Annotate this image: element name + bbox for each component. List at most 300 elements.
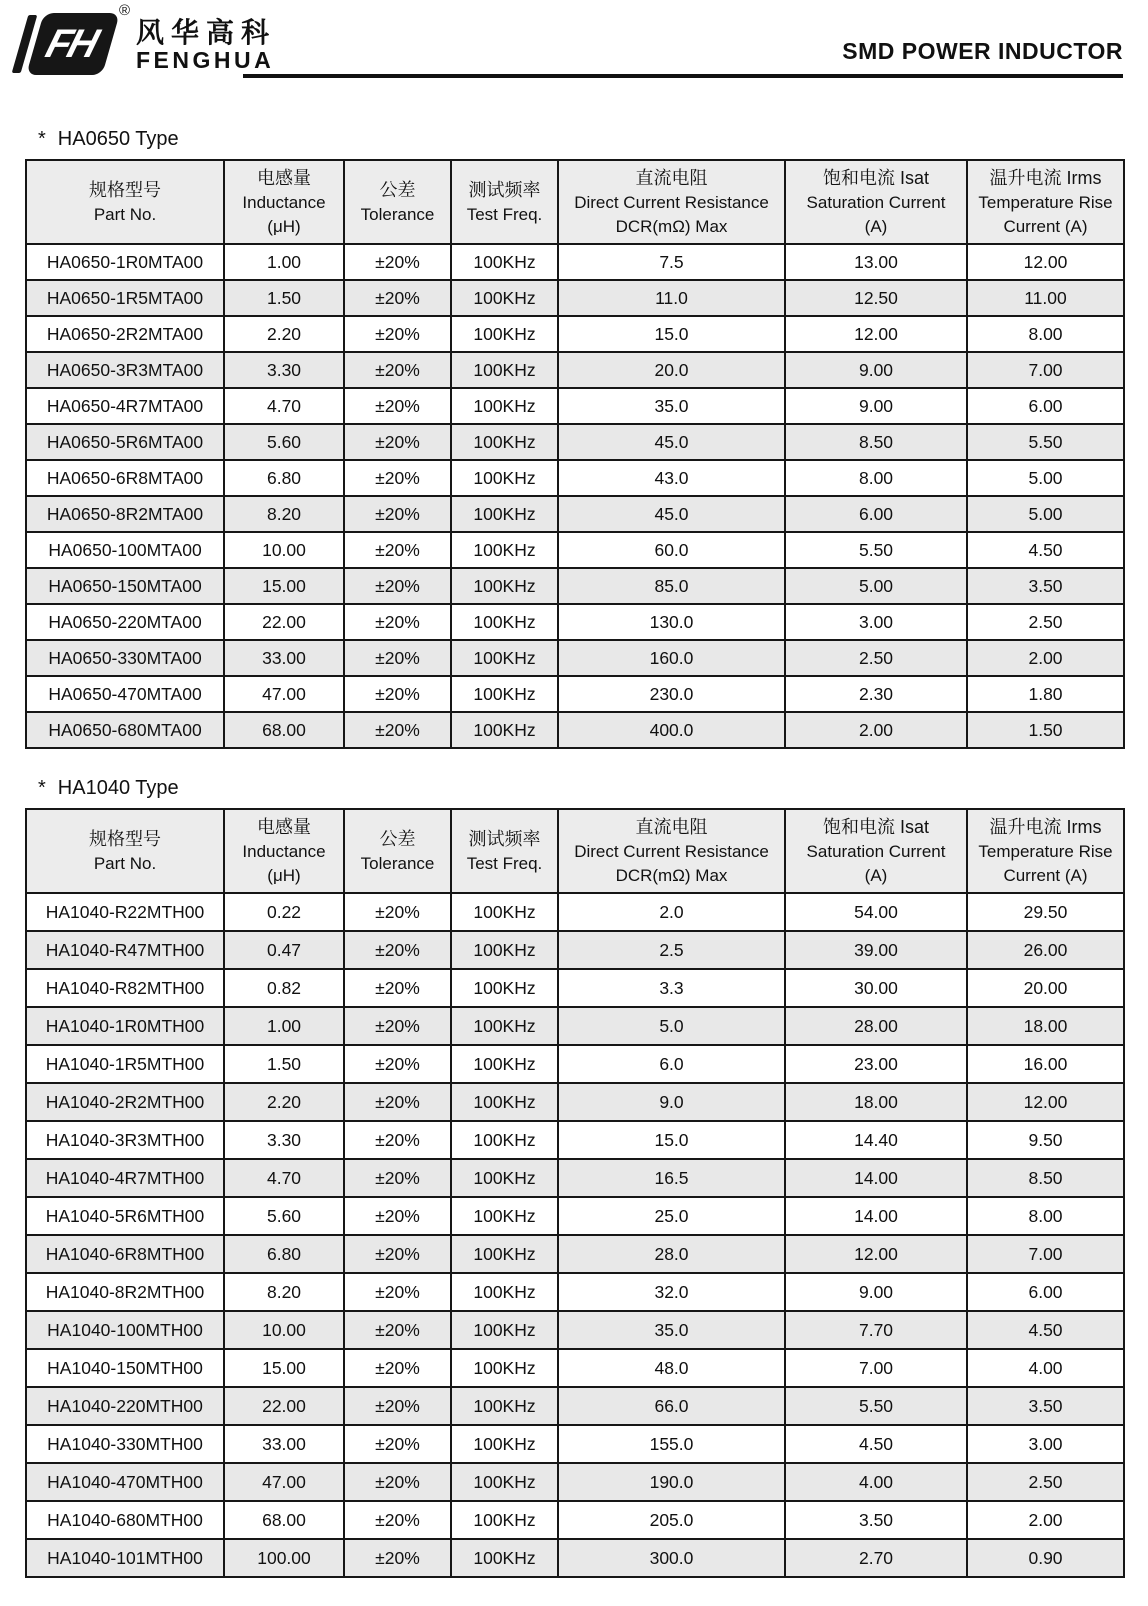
cell-temperature-rise-current: 4.50	[967, 1311, 1124, 1349]
cell-test-freq: 100KHz	[451, 1349, 558, 1387]
column-header-line: 饱和电流 Isat	[822, 816, 929, 837]
cell-tolerance: ±20%	[344, 1311, 451, 1349]
cell-test-freq: 100KHz	[451, 568, 558, 604]
cell-tolerance: ±20%	[344, 1197, 451, 1235]
section-title-marker: *	[38, 777, 46, 799]
column-header-line: Current (A)	[1003, 865, 1088, 885]
cell-dcr: 45.0	[558, 424, 785, 460]
cell-tolerance: ±20%	[344, 893, 451, 931]
table-row	[26, 352, 1124, 388]
cell-test-freq: 100KHz	[451, 1235, 558, 1273]
cell-saturation-current: 5.50	[785, 532, 967, 568]
cell-part-no: HA1040-8R2MTH00	[26, 1273, 224, 1311]
cell-tolerance: ±20%	[344, 1539, 451, 1577]
cell-dcr: 35.0	[558, 388, 785, 424]
cell-saturation-current: 30.00	[785, 969, 967, 1007]
cell-inductance: 33.00	[224, 640, 344, 676]
document-title: SMD POWER INDUCTOR	[842, 38, 1123, 64]
cell-temperature-rise-current: 0.90	[967, 1539, 1124, 1577]
cell-temperature-rise-current: 2.00	[967, 1501, 1124, 1539]
cell-part-no: HA1040-R47MTH00	[26, 931, 224, 969]
cell-saturation-current: 23.00	[785, 1045, 967, 1083]
cell-test-freq: 100KHz	[451, 1159, 558, 1197]
cell-tolerance: ±20%	[344, 1083, 451, 1121]
column-header-line: Current (A)	[1003, 216, 1088, 236]
column-header-line: Tolerance	[360, 204, 435, 224]
cell-part-no: HA1040-100MTH00	[26, 1311, 224, 1349]
column-header-temperature-rise-current	[967, 160, 1124, 244]
table-row	[26, 969, 1124, 1007]
table-row	[26, 1273, 1124, 1311]
column-header-line: 规格型号	[89, 179, 161, 200]
cell-saturation-current: 2.70	[785, 1539, 967, 1577]
cell-tolerance: ±20%	[344, 496, 451, 532]
cell-temperature-rise-current: 16.00	[967, 1045, 1124, 1083]
table-row	[26, 424, 1124, 460]
cell-temperature-rise-current: 7.00	[967, 1235, 1124, 1273]
cell-tolerance: ±20%	[344, 1235, 451, 1273]
cell-tolerance: ±20%	[344, 1349, 451, 1387]
cell-tolerance: ±20%	[344, 424, 451, 460]
cell-test-freq: 100KHz	[451, 712, 558, 748]
cell-dcr: 300.0	[558, 1539, 785, 1577]
cell-part-no: HA1040-3R3MTH00	[26, 1121, 224, 1159]
cell-part-no: HA0650-680MTA00	[26, 712, 224, 748]
cell-tolerance: ±20%	[344, 1273, 451, 1311]
cell-dcr: 85.0	[558, 568, 785, 604]
cell-saturation-current: 8.50	[785, 424, 967, 460]
column-header-line: Part No.	[93, 853, 157, 873]
fenghua-logo-icon	[18, 2, 130, 78]
cell-saturation-current: 3.00	[785, 604, 967, 640]
cell-temperature-rise-current: 2.00	[967, 640, 1124, 676]
column-header-line: DCR(mΩ) Max	[615, 216, 728, 236]
column-header-part-no	[26, 160, 224, 244]
cell-inductance: 33.00	[224, 1425, 344, 1463]
cell-inductance: 15.00	[224, 1349, 344, 1387]
column-header-line: (A)	[864, 216, 888, 236]
cell-test-freq: 100KHz	[451, 1273, 558, 1311]
table-row	[26, 1083, 1124, 1121]
cell-tolerance: ±20%	[344, 1425, 451, 1463]
cell-dcr: 190.0	[558, 1463, 785, 1501]
brand-name-chinese: 风华高科	[136, 17, 277, 48]
cell-saturation-current: 2.50	[785, 640, 967, 676]
cell-test-freq: 100KHz	[451, 931, 558, 969]
cell-test-freq: 100KHz	[451, 460, 558, 496]
cell-dcr: 130.0	[558, 604, 785, 640]
column-header-saturation-current	[785, 160, 967, 244]
table-row	[26, 676, 1124, 712]
cell-part-no: HA1040-330MTH00	[26, 1425, 224, 1463]
cell-dcr: 43.0	[558, 460, 785, 496]
column-header-line: 直流电阻	[635, 167, 708, 188]
cell-dcr: 155.0	[558, 1425, 785, 1463]
cell-test-freq: 100KHz	[451, 1311, 558, 1349]
section-title-marker: *	[38, 128, 46, 150]
column-header-line: Direct Current Resistance	[574, 841, 769, 861]
cell-part-no: HA1040-101MTH00	[26, 1539, 224, 1577]
cell-dcr: 25.0	[558, 1197, 785, 1235]
cell-dcr: 5.0	[558, 1007, 785, 1045]
cell-test-freq: 100KHz	[451, 676, 558, 712]
cell-test-freq: 100KHz	[451, 352, 558, 388]
cell-temperature-rise-current: 11.00	[967, 280, 1124, 316]
cell-inductance: 47.00	[224, 1463, 344, 1501]
cell-temperature-rise-current: 3.50	[967, 568, 1124, 604]
cell-temperature-rise-current: 29.50	[967, 893, 1124, 931]
cell-inductance: 10.00	[224, 532, 344, 568]
column-header-line: 饱和电流 Isat	[822, 167, 929, 188]
cell-test-freq: 100KHz	[451, 969, 558, 1007]
cell-test-freq: 100KHz	[451, 1387, 558, 1425]
column-header-line: (A)	[864, 865, 888, 885]
cell-tolerance: ±20%	[344, 1045, 451, 1083]
table-row	[26, 532, 1124, 568]
column-header-line: Tolerance	[360, 853, 435, 873]
cell-test-freq: 100KHz	[451, 280, 558, 316]
cell-saturation-current: 12.00	[785, 316, 967, 352]
logo-mark-text: FH	[41, 21, 102, 66]
cell-tolerance: ±20%	[344, 1387, 451, 1425]
column-header-saturation-current	[785, 809, 967, 893]
cell-dcr: 28.0	[558, 1235, 785, 1273]
cell-test-freq: 100KHz	[451, 1045, 558, 1083]
table-row	[26, 244, 1124, 280]
cell-test-freq: 100KHz	[451, 424, 558, 460]
cell-test-freq: 100KHz	[451, 1007, 558, 1045]
cell-inductance: 1.50	[224, 280, 344, 316]
cell-part-no: HA1040-680MTH00	[26, 1501, 224, 1539]
cell-inductance: 1.00	[224, 1007, 344, 1045]
cell-saturation-current: 54.00	[785, 893, 967, 931]
cell-inductance: 6.80	[224, 460, 344, 496]
cell-temperature-rise-current: 5.00	[967, 496, 1124, 532]
cell-part-no: HA0650-3R3MTA00	[26, 352, 224, 388]
cell-temperature-rise-current: 26.00	[967, 931, 1124, 969]
cell-saturation-current: 39.00	[785, 931, 967, 969]
cell-temperature-rise-current: 6.00	[967, 1273, 1124, 1311]
column-header-line: (μH)	[267, 216, 301, 236]
cell-inductance: 6.80	[224, 1235, 344, 1273]
cell-saturation-current: 2.30	[785, 676, 967, 712]
cell-test-freq: 100KHz	[451, 496, 558, 532]
cell-test-freq: 100KHz	[451, 604, 558, 640]
cell-saturation-current: 7.00	[785, 1349, 967, 1387]
cell-inductance: 1.50	[224, 1045, 344, 1083]
cell-tolerance: ±20%	[344, 640, 451, 676]
cell-tolerance: ±20%	[344, 676, 451, 712]
cell-inductance: 22.00	[224, 604, 344, 640]
cell-temperature-rise-current: 12.00	[967, 244, 1124, 280]
column-header-line: 直流电阻	[635, 816, 708, 837]
cell-saturation-current: 5.00	[785, 568, 967, 604]
cell-part-no: HA0650-2R2MTA00	[26, 316, 224, 352]
table-row	[26, 1007, 1124, 1045]
table-row	[26, 893, 1124, 931]
cell-dcr: 230.0	[558, 676, 785, 712]
brand-logo	[18, 2, 277, 78]
cell-saturation-current: 9.00	[785, 1273, 967, 1311]
cell-tolerance: ±20%	[344, 1159, 451, 1197]
cell-temperature-rise-current: 4.50	[967, 532, 1124, 568]
cell-dcr: 2.5	[558, 931, 785, 969]
table-row	[26, 1235, 1124, 1273]
cell-saturation-current: 2.00	[785, 712, 967, 748]
cell-inductance: 2.20	[224, 316, 344, 352]
cell-tolerance: ±20%	[344, 969, 451, 1007]
table-row	[26, 604, 1124, 640]
cell-inductance: 10.00	[224, 1311, 344, 1349]
column-header-part-no	[26, 809, 224, 893]
cell-temperature-rise-current: 8.00	[967, 1197, 1124, 1235]
cell-part-no: HA0650-150MTA00	[26, 568, 224, 604]
cell-inductance: 68.00	[224, 712, 344, 748]
cell-temperature-rise-current: 6.00	[967, 388, 1124, 424]
column-header-line: (μH)	[267, 865, 301, 885]
table-row	[26, 1159, 1124, 1197]
column-header-line: 电感量	[257, 167, 311, 188]
logo-mark-body	[26, 13, 120, 75]
cell-tolerance: ±20%	[344, 460, 451, 496]
cell-test-freq: 100KHz	[451, 1083, 558, 1121]
cell-temperature-rise-current: 4.00	[967, 1349, 1124, 1387]
cell-part-no: HA1040-6R8MTH00	[26, 1235, 224, 1273]
cell-saturation-current: 12.00	[785, 1235, 967, 1273]
cell-temperature-rise-current: 18.00	[967, 1007, 1124, 1045]
cell-inductance: 0.82	[224, 969, 344, 1007]
column-header-line: 测试频率	[468, 179, 541, 200]
product-table-section	[0, 777, 1148, 1578]
column-header-line: Temperature Rise	[978, 841, 1113, 861]
cell-inductance: 15.00	[224, 568, 344, 604]
brand-text	[136, 10, 276, 74]
cell-part-no: HA0650-8R2MTA00	[26, 496, 224, 532]
cell-saturation-current: 8.00	[785, 460, 967, 496]
cell-saturation-current: 4.50	[785, 1425, 967, 1463]
cell-tolerance: ±20%	[344, 931, 451, 969]
cell-saturation-current: 14.00	[785, 1159, 967, 1197]
product-table-section	[0, 128, 1148, 749]
column-header-tolerance	[344, 160, 451, 244]
cell-part-no: HA0650-220MTA00	[26, 604, 224, 640]
cell-part-no: HA0650-1R0MTA00	[26, 244, 224, 280]
cell-part-no: HA0650-100MTA00	[26, 532, 224, 568]
column-header-temperature-rise-current	[967, 809, 1124, 893]
table-row	[26, 1197, 1124, 1235]
cell-saturation-current: 9.00	[785, 388, 967, 424]
table-row	[26, 931, 1124, 969]
cell-test-freq: 100KHz	[451, 640, 558, 676]
cell-part-no: HA1040-4R7MTH00	[26, 1159, 224, 1197]
section-title	[38, 128, 1148, 151]
cell-inductance: 3.30	[224, 352, 344, 388]
cell-part-no: HA1040-2R2MTH00	[26, 1083, 224, 1121]
cell-dcr: 160.0	[558, 640, 785, 676]
table-row	[26, 568, 1124, 604]
cell-temperature-rise-current: 3.00	[967, 1425, 1124, 1463]
cell-dcr: 205.0	[558, 1501, 785, 1539]
cell-inductance: 47.00	[224, 676, 344, 712]
cell-saturation-current: 9.00	[785, 352, 967, 388]
table-row	[26, 1539, 1124, 1577]
cell-tolerance: ±20%	[344, 388, 451, 424]
cell-dcr: 3.3	[558, 969, 785, 1007]
cell-dcr: 6.0	[558, 1045, 785, 1083]
cell-test-freq: 100KHz	[451, 1539, 558, 1577]
cell-temperature-rise-current: 2.50	[967, 604, 1124, 640]
table-row	[26, 496, 1124, 532]
cell-tolerance: ±20%	[344, 244, 451, 280]
cell-temperature-rise-current: 12.00	[967, 1083, 1124, 1121]
column-header-line: Saturation Current	[806, 841, 946, 861]
table-row	[26, 388, 1124, 424]
header-row	[26, 160, 1124, 244]
cell-test-freq: 100KHz	[451, 1197, 558, 1235]
cell-saturation-current: 18.00	[785, 1083, 967, 1121]
header-row	[26, 809, 1124, 893]
table-row	[26, 1349, 1124, 1387]
cell-saturation-current: 12.50	[785, 280, 967, 316]
tables-root	[0, 128, 1148, 1578]
cell-test-freq: 100KHz	[451, 893, 558, 931]
cell-inductance: 4.70	[224, 388, 344, 424]
column-header-line: Inductance	[242, 192, 326, 212]
column-header-line: 测试频率	[468, 828, 541, 849]
cell-part-no: HA0650-4R7MTA00	[26, 388, 224, 424]
column-header-test-freq	[451, 809, 558, 893]
cell-part-no: HA0650-6R8MTA00	[26, 460, 224, 496]
cell-saturation-current: 4.00	[785, 1463, 967, 1501]
cell-temperature-rise-current: 8.00	[967, 316, 1124, 352]
cell-part-no: HA1040-1R0MTH00	[26, 1007, 224, 1045]
cell-dcr: 20.0	[558, 352, 785, 388]
cell-saturation-current: 5.50	[785, 1387, 967, 1425]
cell-dcr: 66.0	[558, 1387, 785, 1425]
cell-dcr: 400.0	[558, 712, 785, 748]
cell-tolerance: ±20%	[344, 712, 451, 748]
cell-part-no: HA1040-220MTH00	[26, 1387, 224, 1425]
cell-tolerance: ±20%	[344, 352, 451, 388]
cell-inductance: 1.00	[224, 244, 344, 280]
cell-test-freq: 100KHz	[451, 388, 558, 424]
cell-tolerance: ±20%	[344, 532, 451, 568]
cell-part-no: HA1040-R22MTH00	[26, 893, 224, 931]
cell-saturation-current: 28.00	[785, 1007, 967, 1045]
cell-saturation-current: 13.00	[785, 244, 967, 280]
table-row	[26, 1501, 1124, 1539]
cell-tolerance: ±20%	[344, 316, 451, 352]
column-header-line: 公差	[379, 179, 416, 200]
cell-tolerance: ±20%	[344, 1463, 451, 1501]
table-row	[26, 1463, 1124, 1501]
column-header-line: DCR(mΩ) Max	[615, 865, 728, 885]
cell-test-freq: 100KHz	[451, 1463, 558, 1501]
cell-temperature-rise-current: 2.50	[967, 1463, 1124, 1501]
cell-dcr: 45.0	[558, 496, 785, 532]
section-title	[38, 777, 1148, 800]
cell-saturation-current: 14.00	[785, 1197, 967, 1235]
column-header-test-freq	[451, 160, 558, 244]
brand-name-english: FENGHUA	[136, 47, 275, 74]
cell-tolerance: ±20%	[344, 1007, 451, 1045]
cell-inductance: 2.20	[224, 1083, 344, 1121]
cell-inductance: 5.60	[224, 1197, 344, 1235]
cell-temperature-rise-current: 3.50	[967, 1387, 1124, 1425]
cell-dcr: 60.0	[558, 532, 785, 568]
cell-inductance: 5.60	[224, 424, 344, 460]
cell-part-no: HA0650-330MTA00	[26, 640, 224, 676]
cell-part-no: HA1040-470MTH00	[26, 1463, 224, 1501]
table-row	[26, 1425, 1124, 1463]
cell-inductance: 3.30	[224, 1121, 344, 1159]
column-header-line: 温升电流 Irms	[989, 816, 1102, 837]
table-row	[26, 640, 1124, 676]
column-header-dcr	[558, 160, 785, 244]
column-header-line: 规格型号	[89, 828, 161, 849]
cell-test-freq: 100KHz	[451, 1425, 558, 1463]
cell-temperature-rise-current: 20.00	[967, 969, 1124, 1007]
cell-saturation-current: 6.00	[785, 496, 967, 532]
cell-dcr: 16.5	[558, 1159, 785, 1197]
cell-temperature-rise-current: 9.50	[967, 1121, 1124, 1159]
cell-part-no: HA0650-1R5MTA00	[26, 280, 224, 316]
cell-inductance: 4.70	[224, 1159, 344, 1197]
cell-tolerance: ±20%	[344, 1501, 451, 1539]
column-header-line: Test Freq.	[466, 853, 543, 873]
column-header-inductance	[224, 160, 344, 244]
cell-dcr: 9.0	[558, 1083, 785, 1121]
section-title-text: HA1040 Type	[57, 777, 179, 799]
column-header-line: Test Freq.	[466, 204, 543, 224]
cell-test-freq: 100KHz	[451, 244, 558, 280]
cell-temperature-rise-current: 8.50	[967, 1159, 1124, 1197]
registered-trademark-icon: ®	[118, 2, 130, 19]
spec-table	[25, 159, 1125, 749]
cell-temperature-rise-current: 1.80	[967, 676, 1124, 712]
cell-test-freq: 100KHz	[451, 1501, 558, 1539]
table-row	[26, 1045, 1124, 1083]
cell-part-no: HA0650-5R6MTA00	[26, 424, 224, 460]
cell-saturation-current: 7.70	[785, 1311, 967, 1349]
table-row	[26, 1311, 1124, 1349]
cell-dcr: 11.0	[558, 280, 785, 316]
cell-part-no: HA1040-5R6MTH00	[26, 1197, 224, 1235]
cell-part-no: HA0650-470MTA00	[26, 676, 224, 712]
table-row	[26, 1121, 1124, 1159]
column-header-line: Direct Current Resistance	[574, 192, 769, 212]
column-header-line: Saturation Current	[806, 192, 946, 212]
cell-temperature-rise-current: 5.00	[967, 460, 1124, 496]
cell-part-no: HA1040-150MTH00	[26, 1349, 224, 1387]
column-header-line: Inductance	[242, 841, 326, 861]
cell-temperature-rise-current: 1.50	[967, 712, 1124, 748]
cell-part-no: HA1040-R82MTH00	[26, 969, 224, 1007]
table-row	[26, 460, 1124, 496]
cell-dcr: 7.5	[558, 244, 785, 280]
column-header-line: 温升电流 Irms	[989, 167, 1102, 188]
cell-inductance: 22.00	[224, 1387, 344, 1425]
cell-dcr: 15.0	[558, 316, 785, 352]
cell-tolerance: ±20%	[344, 568, 451, 604]
table-row	[26, 280, 1124, 316]
cell-test-freq: 100KHz	[451, 532, 558, 568]
column-header-line: Temperature Rise	[978, 192, 1113, 212]
cell-saturation-current: 3.50	[785, 1501, 967, 1539]
column-header-line: Part No.	[93, 204, 157, 224]
header-divider	[243, 74, 1123, 78]
cell-inductance: 8.20	[224, 496, 344, 532]
